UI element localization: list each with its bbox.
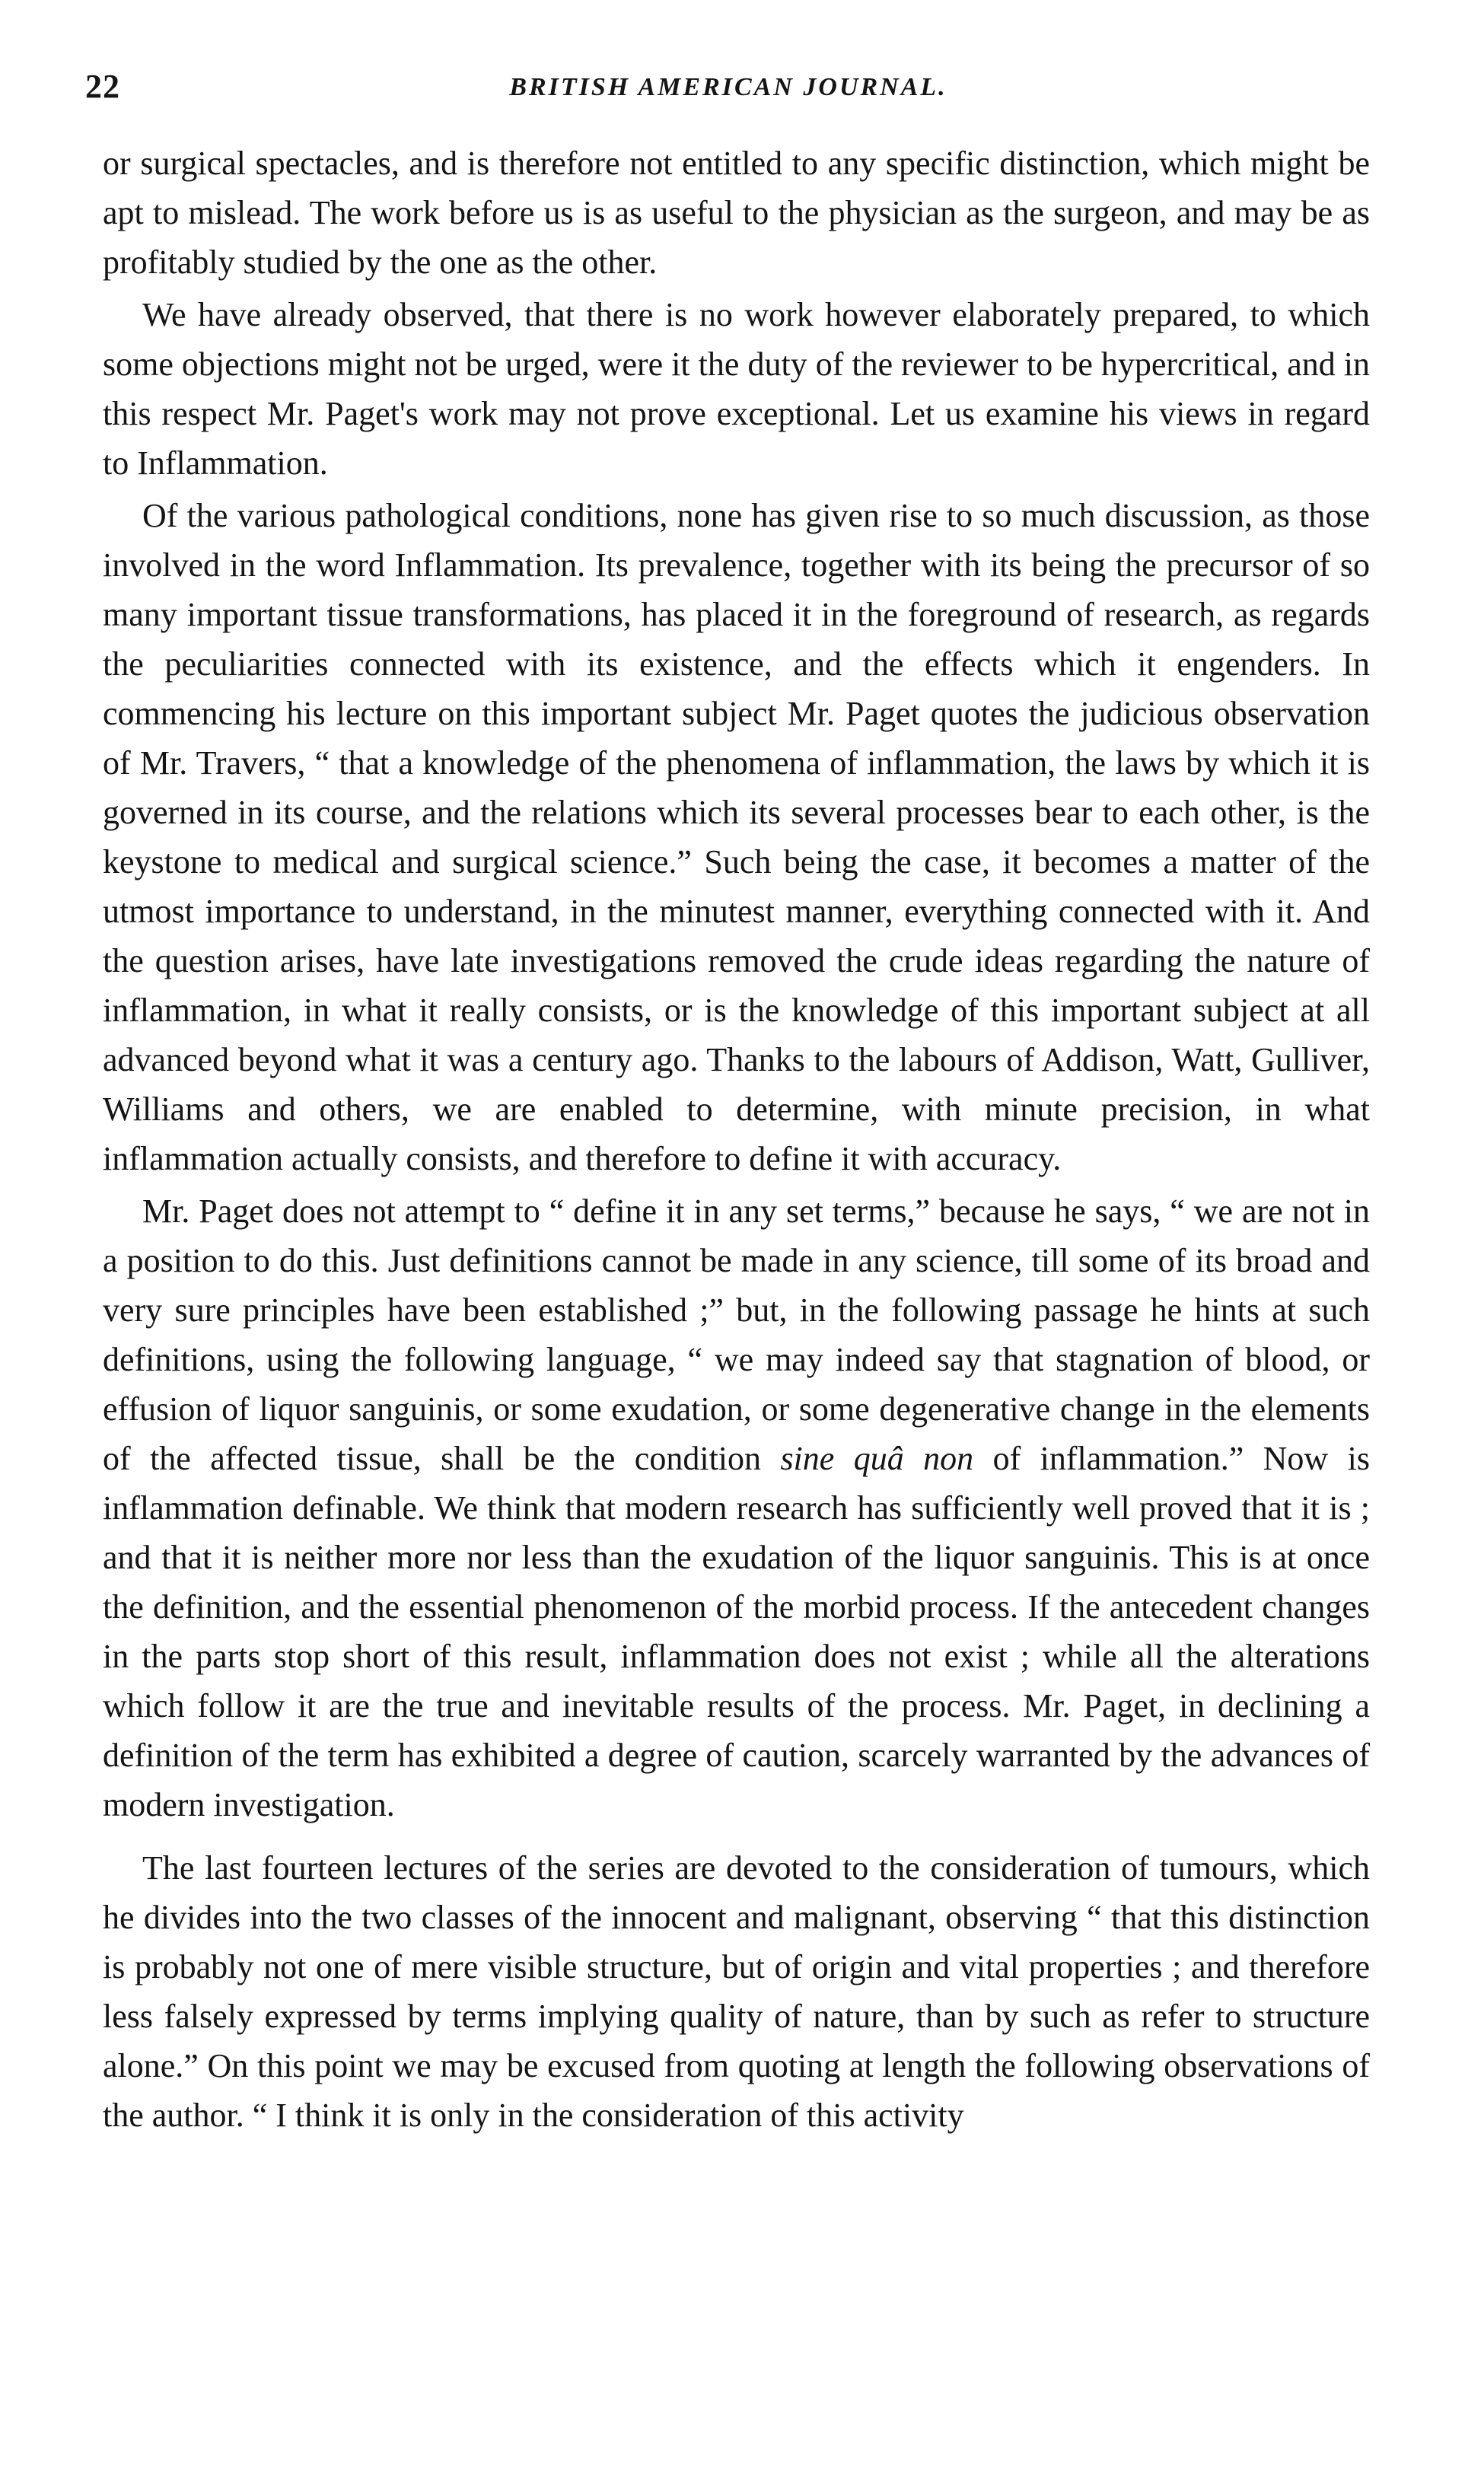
- paragraph-1: or surgical spectacles, and is therefore not entitled to any specific distinction, which might be apt to mislead. The work before us is as useful to the physician as the surgeon, and may be as profitably studied by the one as the other.: [103, 145, 1370, 281]
- article-body: [103, 139, 1370, 2140]
- paragraph-2: We have already observed, that there is no work however elaborately prepared, to which some objections might not be urged, were it the duty of the reviewer to be hypercritical, and in this respect Mr. Paget's work may not prove exceptional. Let us examine his views in regard to Inflammation.: [103, 296, 1370, 482]
- page-number: 22: [85, 68, 120, 105]
- paragraph-4-text-end: of inflammation.” Now is inflammation definable. We think that modern research has sufficiently well proved that it is ; and that it is neither more nor less than the exudation of the liquor sanguinis. This is at once the definition, and the essential phenomenon of the morbid process. If the antecedent changes in the parts stop short of this result, inflammation does not exist ; while all the alterations which follow it are the true and inevitable results of the process. Mr. Paget, in declining a definition of the term has exhibited a degree of caution, scarcely warranted by the advances of modern investigation.: [103, 1440, 1370, 1823]
- journal-title: BRITISH AMERICAN JOURNAL.: [509, 73, 947, 101]
- paragraph-5: The last fourteen lectures of the series are devoted to the consideration of tumours, which he divides into the two classes of the innocent and malignant, observing “ that this distinction is probably not one of mere visible structure, but of origin and vital properties ; and therefore less falsely expressed by terms implying quality of nature, than by such as refer to structure alone.” On this point we may be excused from quoting at length the following observations of the author. “ I think it is only in the consideration of this activity: [103, 1849, 1370, 2134]
- latin-phrase: sine quâ non: [780, 1440, 974, 1477]
- paragraph-3: Of the various pathological conditions, none has given rise to so much discussion, as those involved in the word Inflammation. Its prevalence, together with its being the precursor of so many important tissue transformations, has placed it in the foreground of research, as regards the peculiarities connected with its existence, and the effects which it engenders. In commencing his lecture on this important subject Mr. Paget quotes the judicious observation of Mr. Travers, “ that a knowledge of the phenomena of inflammation, the laws by which it is governed in its course, and the relations which its several processes bear to each other, is the keystone to medical and surgical science.” Such being the case, it becomes a matter of the utmost importance to understand, in the minutest manner, everything connected with it. And the question arises, have late investigations removed the crude ideas regarding the nature of inflammation, in what it really consists, or is the knowledge of this important subject at all advanced beyond what it was a century ago. Thanks to the labours of Addison, Watt, Gulliver, Williams and others, we are enabled to determine, with minute precision, in what inflammation actually consists, and therefore to define it with accuracy.: [103, 497, 1370, 1177]
- paragraph-4: [103, 1186, 1370, 1829]
- paragraph-4-text-start: Mr. Paget does not attempt to “ define it in any set terms,” because he says, “ we are not in a position to do this. Just definitions cannot be made in any science, till some of its broad and very sure principles have been established ;” but, in the following passage he hints at such definitions, using the following language, “ we may indeed say that stagnation of blood, or effusion of liquor sanguinis, or some exudation, or some degenerative change in the elements of the affected tissue, shall be the condition: [103, 1193, 1370, 1477]
- running-head: [85, 67, 1371, 120]
